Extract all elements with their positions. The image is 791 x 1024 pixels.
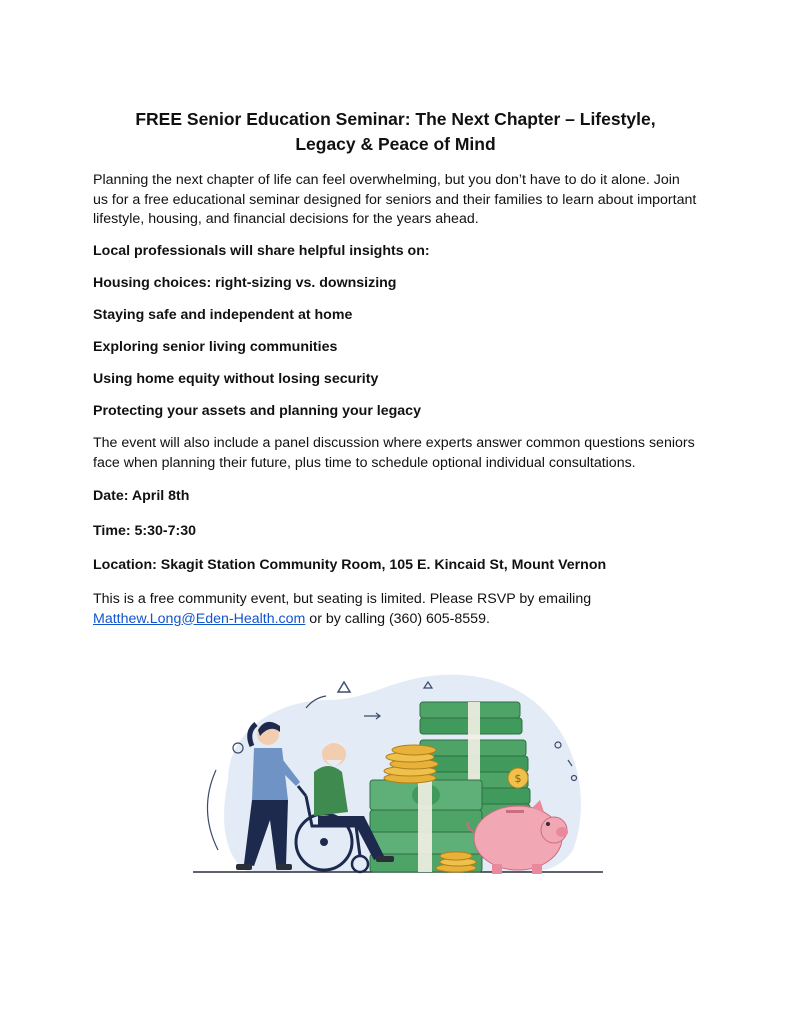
rsvp-paragraph <box>93 590 703 629</box>
event-time: Time: 5:30-7:30 <box>93 523 197 539</box>
intro-line-3: lifestyle, housing, and financial decisions for the years ahead. <box>93 211 479 227</box>
insights-heading: Local professionals will share helpful insights on: <box>93 243 430 259</box>
panel-line-1: The event will also include a panel discussion where experts answer common questions seniors <box>93 435 695 451</box>
panel-line-2: face when planning their future, plus time to schedule optional individual consultations. <box>93 454 636 471</box>
topic-senior-living: Exploring senior living communities <box>93 339 338 355</box>
rsvp-phone-text: or by calling (360) 605-8559. <box>305 610 490 627</box>
panel-paragraph <box>93 434 703 473</box>
triangle-icon <box>338 682 350 692</box>
title-line-2: Legacy & Peace of Mind <box>295 134 496 154</box>
coin-dollar-symbol: $ <box>514 772 522 785</box>
seminar-illustration <box>188 660 608 880</box>
rsvp-email-link[interactable]: Matthew.Long@Eden-Health.com <box>93 610 306 627</box>
curve-decoration <box>207 770 218 850</box>
topic-legacy: Protecting your assets and planning your legacy <box>93 403 421 419</box>
topic-home-equity: Using home equity without losing security <box>93 371 379 387</box>
event-location: Location: Skagit Station Community Room, 105 E. Kincaid St, Mount Vernon <box>93 557 607 573</box>
rsvp-line-1: This is a free community event, but seating is limited. Please RSVP by emailing <box>93 591 592 607</box>
topic-housing: Housing choices: right-sizing vs. downsizing <box>93 275 397 291</box>
coin-stack-small <box>436 852 476 872</box>
page-title <box>93 107 698 157</box>
floating-coin-icon <box>508 768 528 788</box>
intro-line-1: Planning the next chapter of life can feel overwhelming, but you don’t have to do it alone. Join <box>93 172 680 188</box>
topic-safety: Staying safe and independent at home <box>93 307 353 323</box>
event-date: Date: April 8th <box>93 488 190 504</box>
title-line-1: FREE Senior Education Seminar: The Next Chapter – Lifestyle, <box>135 109 656 129</box>
intro-paragraph <box>93 171 703 230</box>
intro-line-2: us for a free educational seminar designed for seniors and their families to learn about important <box>93 191 697 208</box>
coin-stack-large <box>384 745 438 783</box>
